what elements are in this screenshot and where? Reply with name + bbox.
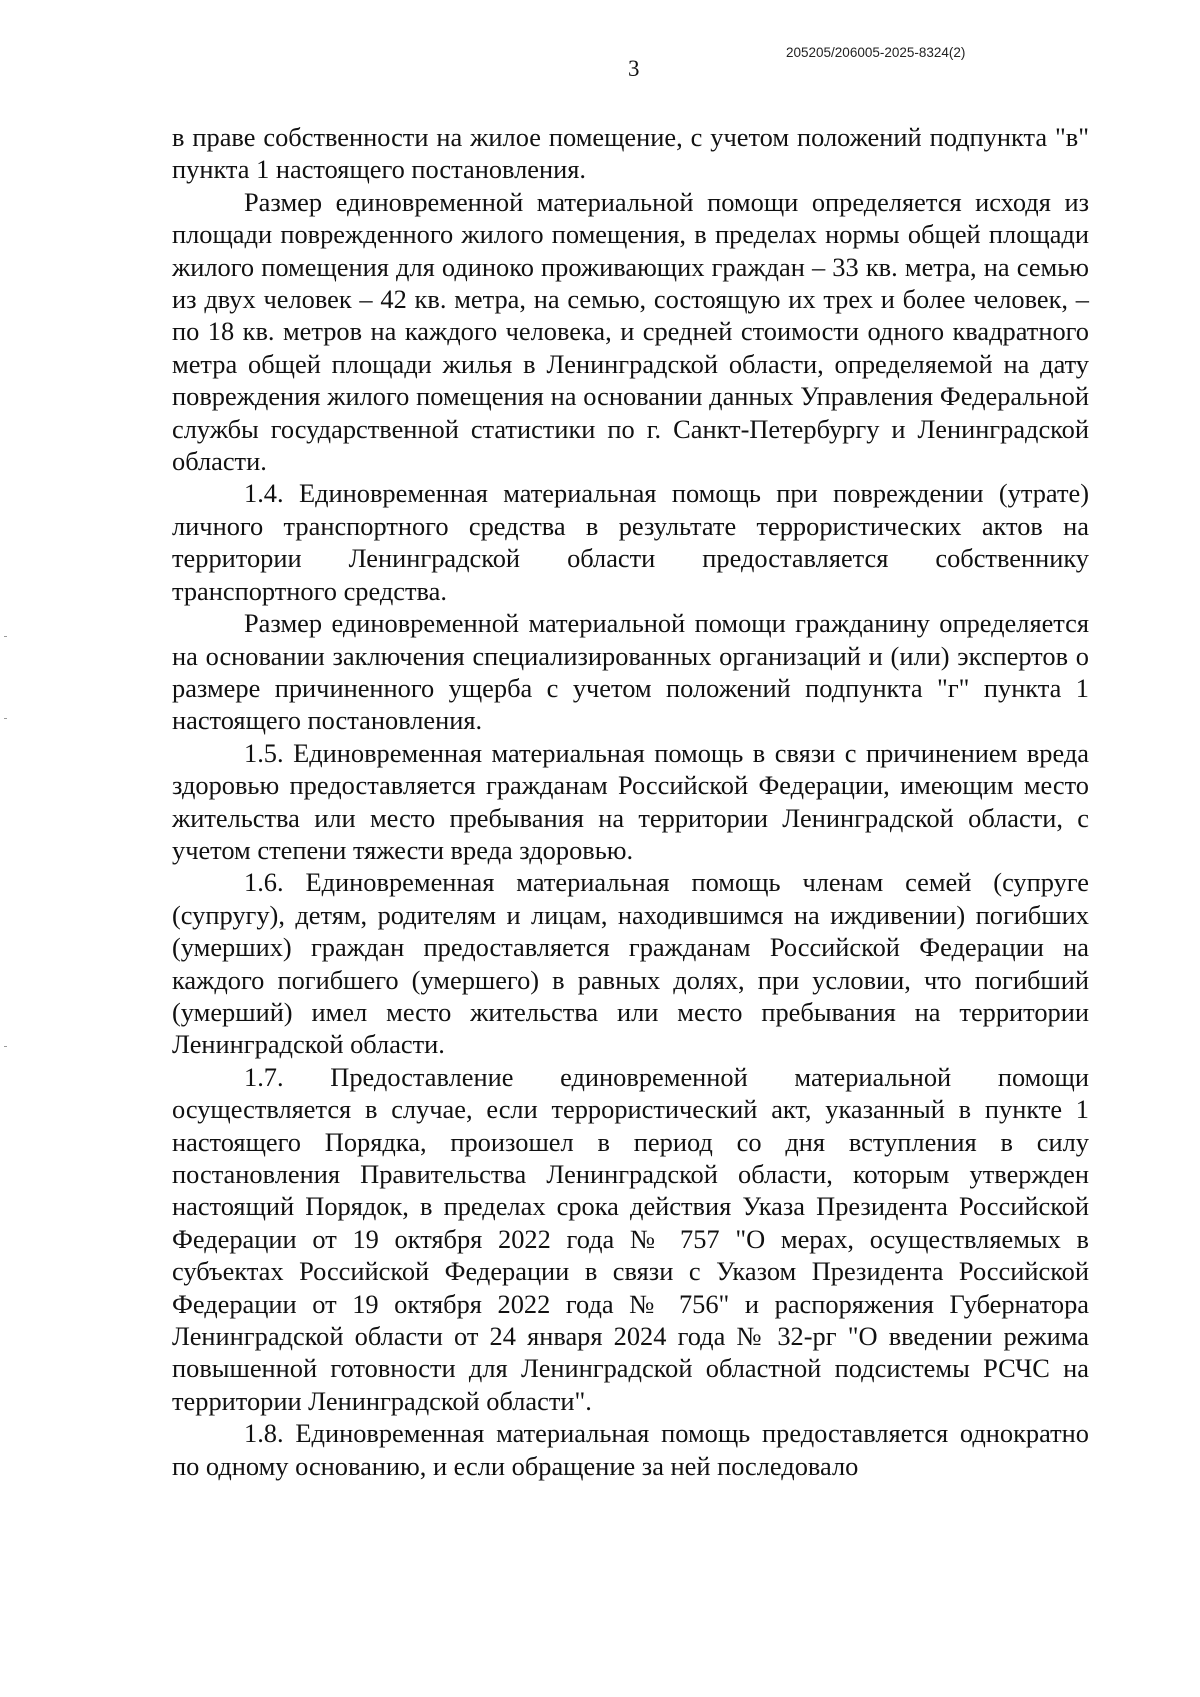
paragraph-1-8-one-time: 1.8. Единовременная материальная помощь предоставляется однократно по одному основанию, и если обращение за ней последовало xyxy=(172,1418,1089,1481)
document-registration-code: 205205/206005-2025-8324(2) xyxy=(786,45,966,60)
document-body xyxy=(172,121,1089,1482)
scan-margin-mark xyxy=(4,718,7,719)
paragraph-1-7-conditions: 1.7. Предоставление единовременной материальной помощи осуществляется в случае, если террористический акт, указанный в пункте 1 настоящего Порядка, произошел в период со дня вступления в силу постановления Правительства Ленинградской области, которым утвержден настоящий Порядок, в пределах срока действия Указа Президента Российской Федерации от 19 октября 2022 года № 757 "О мерах, осуществляемых в субъектах Российской Федерации в связи с Указом Президента Российской Федерации от 19 октября 2022 года № 756" и распоряжения Губернатора Ленинградской области от 24 января 2024 года № 32-рг "О введении режима повышенной готовности для Ленинградской областной подсистемы РСЧС на территории Ленинградской области". xyxy=(172,1061,1089,1416)
scan-margin-mark xyxy=(4,636,7,637)
paragraph-continuation: в праве собственности на жилое помещение, с учетом положений подпункта "в" пункта 1 настоящего постановления. xyxy=(172,122,1089,185)
scan-margin-mark xyxy=(4,1046,7,1047)
paragraph-assistance-amount-housing: Размер единовременной материальной помощи определяется исходя из площади поврежденного жилого помещения, в пределах нормы общей площади жилого помещения для одиноко проживающих граждан – 33 кв. метра, на семью из двух человек – 42 кв. метра, на семью, состоящую их трех и более человек, – по 18 кв. метров на каждого человека, и средней стоимости одного квадратного метра общей площади жилья в Ленинградской области, определяемой на дату повреждения жилого помещения на основании данных Управления Федеральной службы государственной статистики по г. Санкт-Петербургу и Ленинградской области. xyxy=(172,186,1089,477)
page-number: 3 xyxy=(628,56,640,81)
paragraph-assistance-amount-vehicle: Размер единовременной материальной помощи гражданину определяется на основании заключения специализированных организаций и (или) экспертов о размере причиненного ущерба с учетом положений подпункта "г" пункта 1 настоящего постановления. xyxy=(172,608,1089,736)
paragraph-1-6-family-members: 1.6. Единовременная материальная помощь членам семей (супруге (супругу), детям, родителям и лицам, находившимся на иждивении) погибших (умерших) граждан предоставляется гражданам Российской Федерации на каждого погибшего (умершего) в равных долях, при условии, что погибший (умерший) имел место жительства или место пребывания на территории Ленинградской области. xyxy=(172,867,1089,1060)
paragraph-1-5-health-harm: 1.5. Единовременная материальная помощь в связи с причинением вреда здоровью предоставляется гражданам Российской Федерации, имеющим место жительства или место пребывания на территории Ленинградской области, с учетом степени тяжести вреда здоровью. xyxy=(172,737,1089,865)
paragraph-1-4-vehicle-damage: 1.4. Единовременная материальная помощь при повреждении (утрате) личного транспортного средства в результате террористических актов на территории Ленинградской области предоставляется собственнику транспортного средства. xyxy=(172,478,1089,606)
